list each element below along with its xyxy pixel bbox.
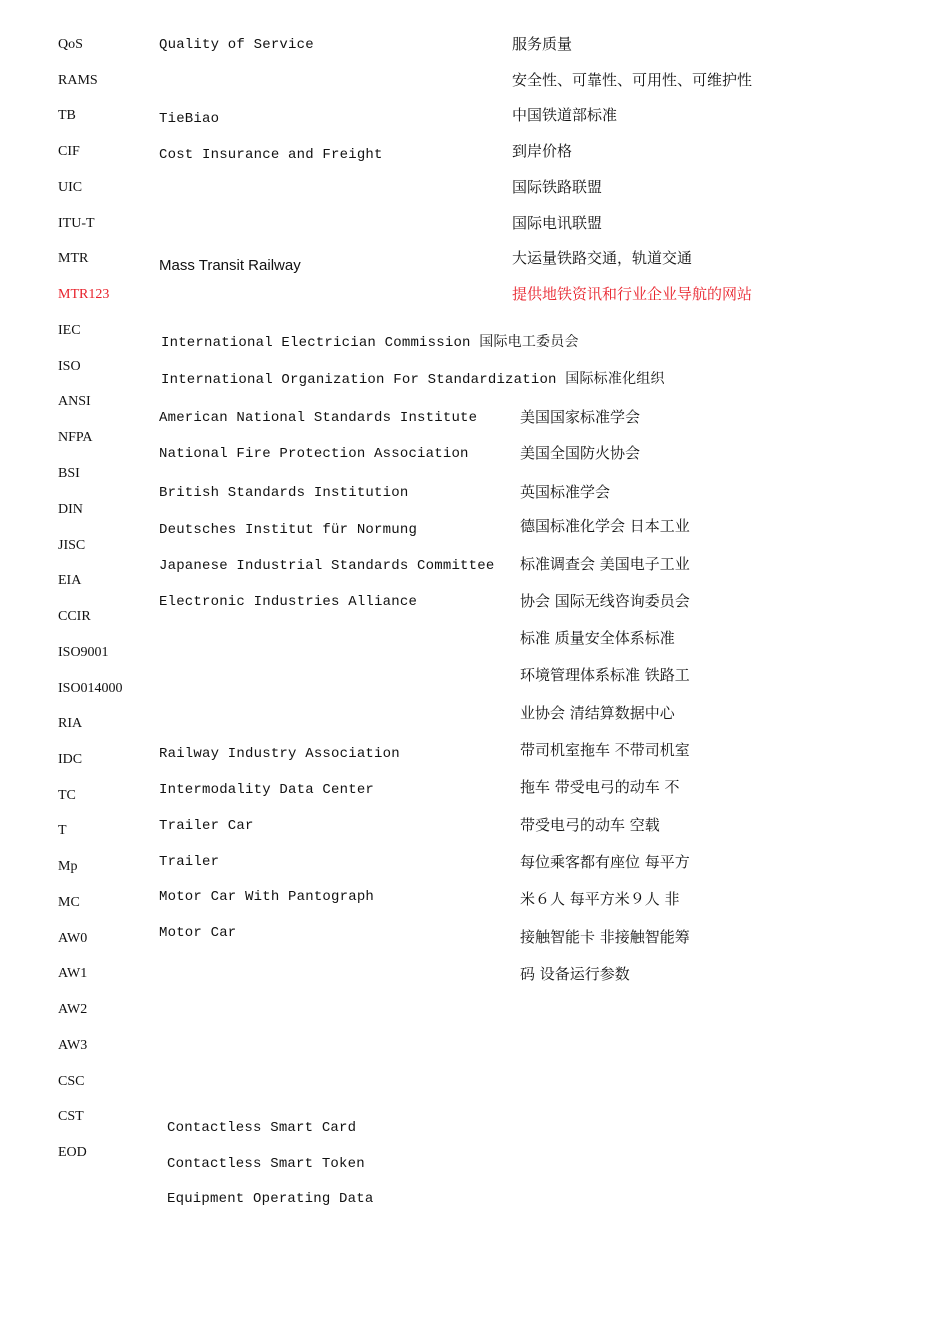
- chinese-term: 国际电讯联盟: [512, 214, 603, 232]
- abbr-item: EIA: [58, 573, 82, 588]
- chinese-line: 标准调查会 美国电子工业: [520, 555, 690, 573]
- abbr-item: CIF: [58, 144, 80, 159]
- english-term: Contactless Smart Token: [167, 1156, 365, 1172]
- english-term: American National Standards Institute: [159, 410, 478, 426]
- abbr-item: CCIR: [58, 609, 91, 624]
- abbr-item: AW1: [58, 966, 88, 981]
- english-term: Electronic Industries Alliance: [159, 594, 418, 610]
- abbr-item: AW0: [58, 931, 88, 946]
- abbr-item: MTR: [58, 251, 89, 266]
- abbr-item: ITU-T: [58, 216, 95, 231]
- abbr-item: AW3: [58, 1038, 88, 1053]
- english-term: Motor Car: [159, 925, 237, 941]
- chinese-line: 协会 国际无线咨询委员会: [520, 592, 690, 610]
- english-term: International Organization For Standardization 国际标准化组织: [161, 372, 665, 388]
- abbr-item: DIN: [58, 502, 83, 517]
- abbr-item: RAMS: [58, 73, 98, 88]
- abbr-item: IEC: [58, 323, 81, 338]
- english-term: National Fire Protection Association: [159, 446, 469, 462]
- chinese-line: 每位乘客都有座位 每平方: [520, 853, 690, 871]
- chinese-term: 安全性、可靠性、可用性、可维护性: [512, 71, 753, 89]
- abbr-item: TB: [58, 108, 76, 123]
- chinese-line: 接触智能卡 非接触智能筹: [520, 928, 690, 946]
- abbr-item: AW2: [58, 1002, 88, 1017]
- abbr-item: BSI: [58, 466, 80, 481]
- chinese-line: 带司机室拖车 不带司机室: [520, 741, 690, 759]
- chinese-line: 带受电弓的动车 空载: [520, 816, 660, 834]
- abbr-item: Mp: [58, 859, 78, 874]
- english-term: Railway Industry Association: [159, 746, 400, 762]
- chinese-line: 码 设备运行参数: [520, 965, 630, 983]
- chinese-term: 到岸价格: [512, 142, 573, 160]
- abbr-item: ANSI: [58, 394, 91, 409]
- abbr-item: JISC: [58, 538, 86, 553]
- abbr-item: MC: [58, 895, 80, 910]
- english-term: Cost Insurance and Freight: [159, 147, 383, 163]
- abbr-item-highlight: MTR123: [58, 287, 110, 302]
- english-term: Japanese Industrial Standards Committee: [159, 558, 495, 574]
- chinese-term: 服务质量: [512, 35, 573, 53]
- chinese-term: 中国铁道部标准: [512, 106, 618, 124]
- english-term: Intermodality Data Center: [159, 782, 375, 798]
- abbr-item: CSC: [58, 1074, 85, 1089]
- chinese-line: 米６人 每平方米９人 非: [520, 890, 680, 908]
- chinese-line: 德国标准化学会 日本工业: [520, 517, 690, 535]
- abbr-item: EOD: [58, 1145, 87, 1160]
- chinese-line: 美国国家标准学会: [520, 408, 641, 426]
- chinese-line: 标准 质量安全体系标准: [520, 629, 675, 647]
- english-term: Contactless Smart Card: [167, 1120, 357, 1136]
- english-term: Trailer: [159, 854, 220, 870]
- abbr-item: ISO: [58, 359, 81, 374]
- abbr-item: TC: [58, 788, 76, 803]
- english-term: Motor Car With Pantograph: [159, 889, 375, 905]
- abbr-item: ISO014000: [58, 681, 123, 696]
- chinese-line: 环境管理体系标准 铁路工: [520, 666, 690, 684]
- english-term: Equipment Operating Data: [167, 1191, 374, 1207]
- chinese-term-highlight: 提供地铁资讯和行业企业导航的网站: [512, 285, 753, 303]
- english-term: TieBiao: [159, 111, 220, 127]
- abbr-item: CST: [58, 1109, 84, 1124]
- english-term: Deutsches Institut für Normung: [159, 522, 418, 538]
- abbr-item: RIA: [58, 716, 83, 731]
- chinese-line: 美国全国防火协会: [520, 444, 641, 462]
- abbr-item: ISO9001: [58, 645, 109, 660]
- chinese-line: 业协会 清结算数据中心: [520, 704, 675, 722]
- abbr-item: IDC: [58, 752, 83, 767]
- english-term: Quality of Service: [159, 37, 314, 53]
- abbr-item: QoS: [58, 37, 83, 52]
- chinese-term: 大运量铁路交通，轨道交通: [512, 249, 693, 267]
- english-term: British Standards Institution: [159, 485, 409, 501]
- abbr-item: UIC: [58, 180, 83, 195]
- chinese-line: 英国标准学会: [520, 483, 611, 501]
- chinese-line: 拖车 带受电弓的动车 不: [520, 778, 680, 796]
- abbr-item: T: [58, 823, 67, 838]
- english-term: Trailer Car: [159, 818, 254, 834]
- english-term: International Electrician Commission 国际电工委员会: [161, 335, 579, 351]
- chinese-term: 国际铁路联盟: [512, 178, 603, 196]
- abbr-item: NFPA: [58, 430, 93, 445]
- english-term: Mass Transit Railway: [159, 257, 301, 274]
